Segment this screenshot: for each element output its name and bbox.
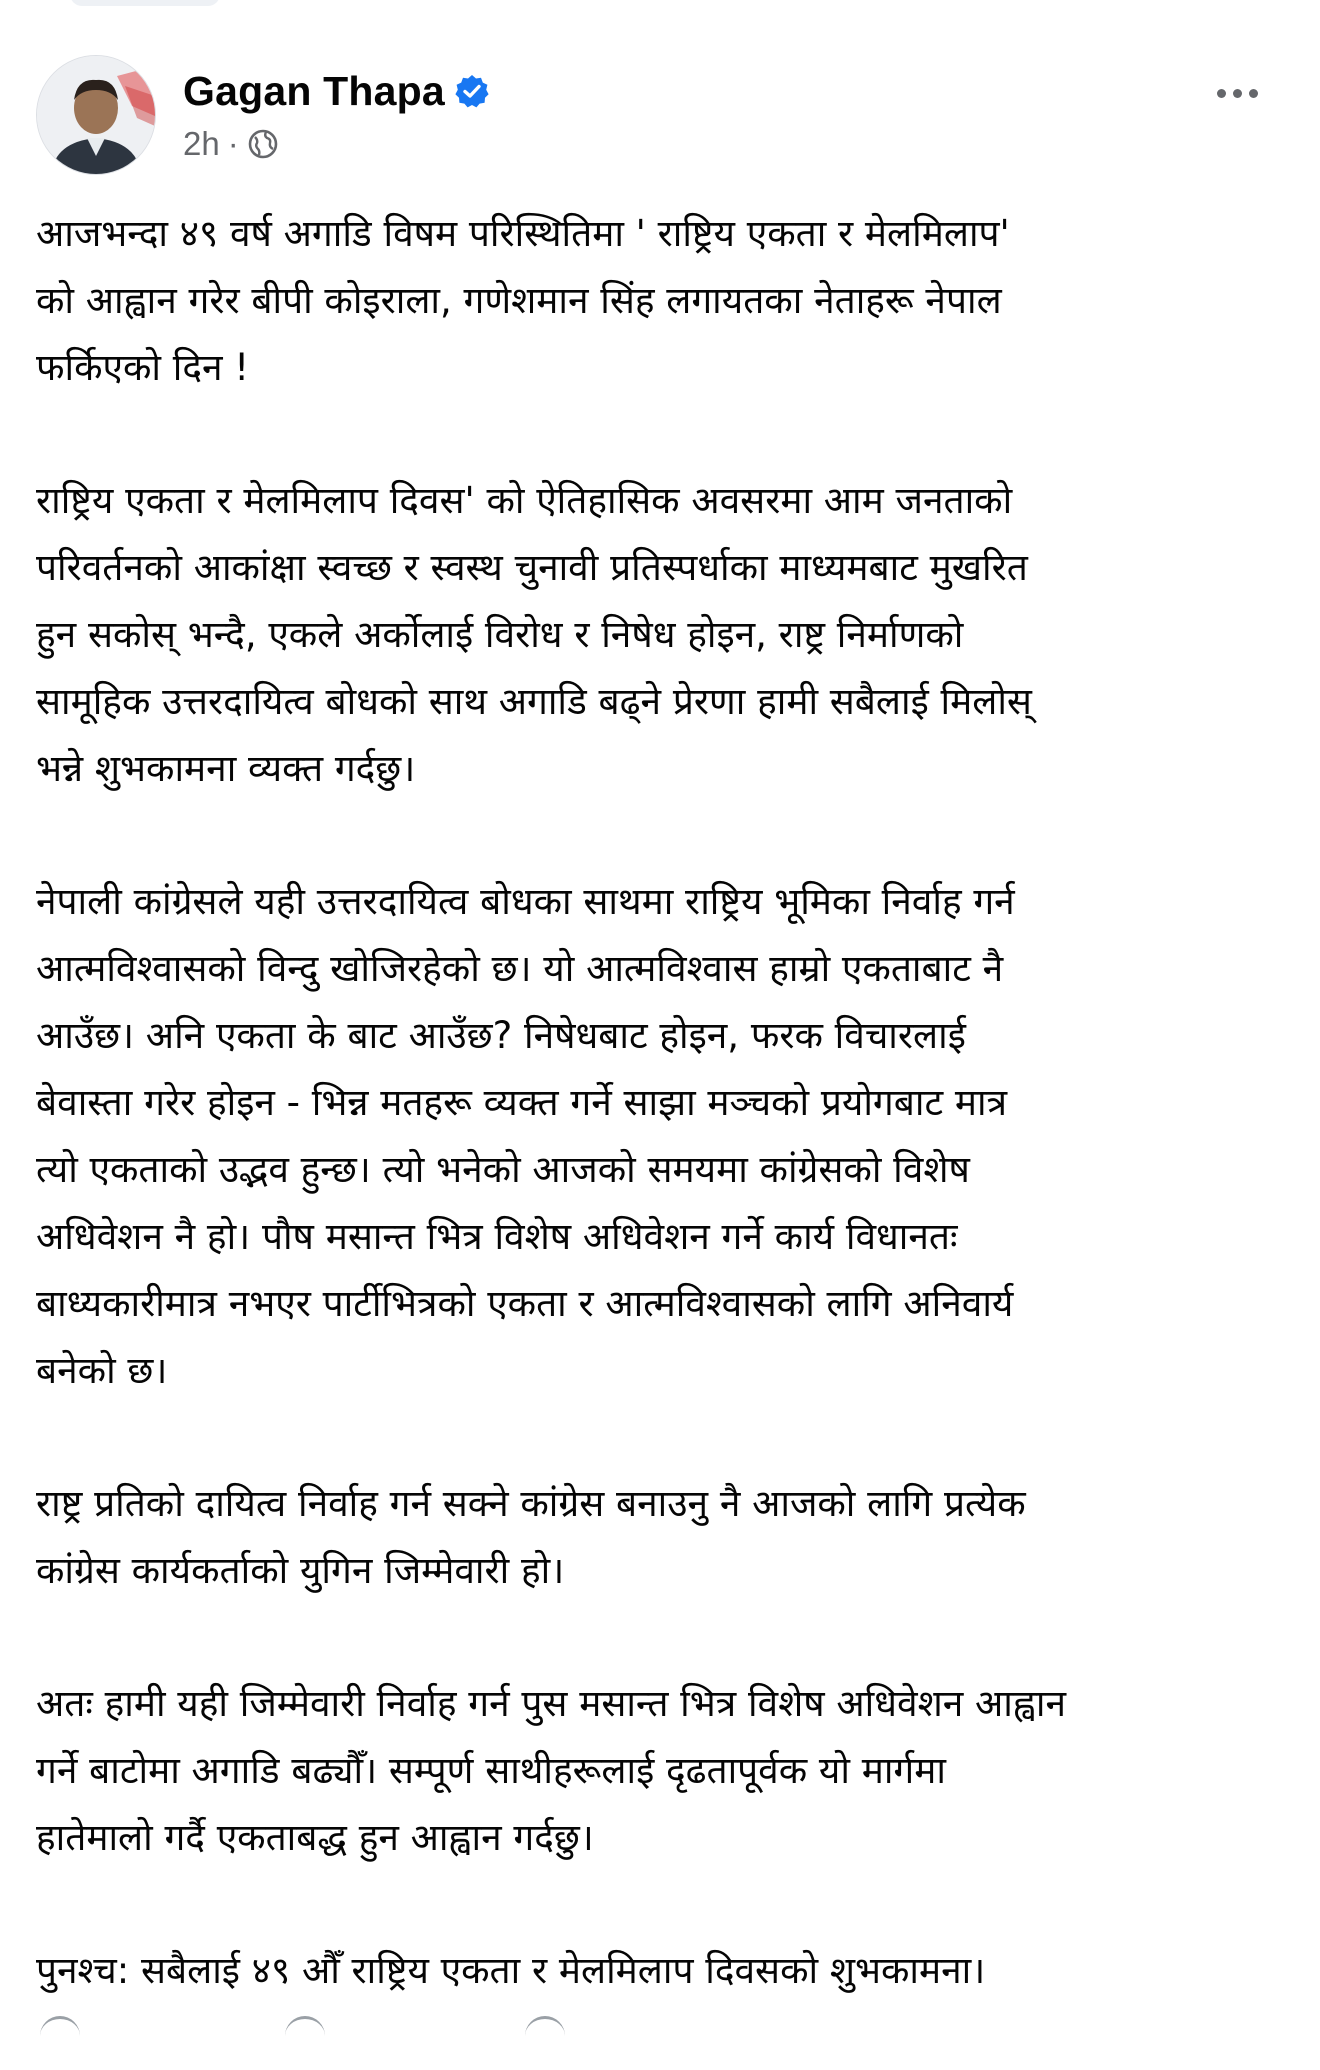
post-paragraph-4: राष्ट्र प्रतिको दायित्व निर्वाह गर्न सक्ने कांग्रेस बनाउनु नै आजको लागि प्रत्येक कांग्रेस कार्यकर्ताको युगिन जिम्मेवारी हो। [36, 1482, 1026, 1592]
post-header [36, 55, 1290, 180]
post-paragraph-3: नेपाली कांग्रेसले यही उत्तरदायित्व बोधका साथमा राष्ट्रिय भूमिका निर्वाह गर्न आत्मविश्वासको विन्दु खोजिरहेको छ। यो आत्मविश्वास हाम्रो एकताबाट नै आउँछ। अनि एकता के बाट आउँछ? निषेधबाट होइन, फरक विचारलाई बेवास्ता गरेर होइन - भिन्न मतहरू व्यक्त गर्ने साझा मञ्चको प्रयोगबाट मात्र त्यो एकताको उद्भव हुन्छ। त्यो भनेको आजको समयमा कांग्रेसको विशेष अधिवेशन नै हो। पौष मसान्त भित्र विशेष अधिवेशन गर्ने कार्य विधानतः बाध्यकारीमात्र नभएर पार्टीभित्रको एकता र आत्मविश्वासको लागि अनिवार्य बनेको छ। [36, 880, 1015, 1392]
previous-item-edge [70, 0, 220, 6]
share-icon-partial [525, 2016, 565, 2037]
avatar-photo [37, 56, 155, 174]
post-text [36, 200, 1296, 2070]
post-paragraph-1: आजभन्दा ४९ वर्ष अगाडि विषम परिस्थितिमा ' राष्ट्रिय एकता र मेलमिलाप' को आह्वान गरेर बीपी कोइराला, गणेशमान सिंह लगायतका नेताहरू नेपाल फर्किएको दिन ! [36, 212, 1010, 389]
verified-badge-icon [455, 74, 489, 108]
bottom-edge [0, 2005, 1320, 2025]
post-time[interactable]: 2h [183, 125, 220, 162]
globe-icon [247, 128, 279, 160]
post-paragraph-2: राष्ट्रिय एकता र मेलमिलाप दिवस' को ऐतिहासिक अवसरमा आम जनताको परिवर्तनको आकांक्षा स्वच्छ र स्वस्थ चुनावी प्रतिस्पर्धाका माध्यमबाट मुखरित हुन सकोस् भन्दै, एकले अर्कोलाई विरोध र निषेध होइन, राष्ट्र निर्माणको सामूहिक उत्तरदायित्व बोधको साथ अगाडि बढ्ने प्रेरणा हामी सबैलाई मिलोस् भन्ने शुभकामना व्यक्त गर्दछु। [36, 479, 1032, 790]
more-dot [1233, 89, 1242, 98]
author-row [183, 65, 489, 117]
comment-icon-partial [285, 2016, 325, 2037]
reaction-icon-partial [40, 2016, 80, 2037]
post-paragraph-6: पुनश्च: सबैलाई ४९ औँ राष्ट्रिय एकता र मेलमिलाप दिवसको शुभकामना। [36, 1949, 986, 1992]
author-name[interactable]: Gagan Thapa [183, 67, 445, 114]
more-dot [1249, 89, 1258, 98]
avatar[interactable] [36, 55, 156, 175]
post-meta [183, 121, 279, 167]
more-options-icon[interactable] [1202, 73, 1272, 113]
post-paragraph-5: अतः हामी यही जिम्मेवारी निर्वाह गर्न पुस मसान्त भित्र विशेष अधिवेशन आह्वान गर्ने बाटोमा अगाडि बढ्यौँ। सम्पूर्ण साथीहरूलाई दृढतापूर्वक यो मार्गमा हातेमालो गर्दै एकताबद्ध हुन आह्वान गर्दछु। [36, 1682, 1067, 1859]
more-dot [1217, 89, 1226, 98]
meta-separator: · [227, 125, 239, 162]
